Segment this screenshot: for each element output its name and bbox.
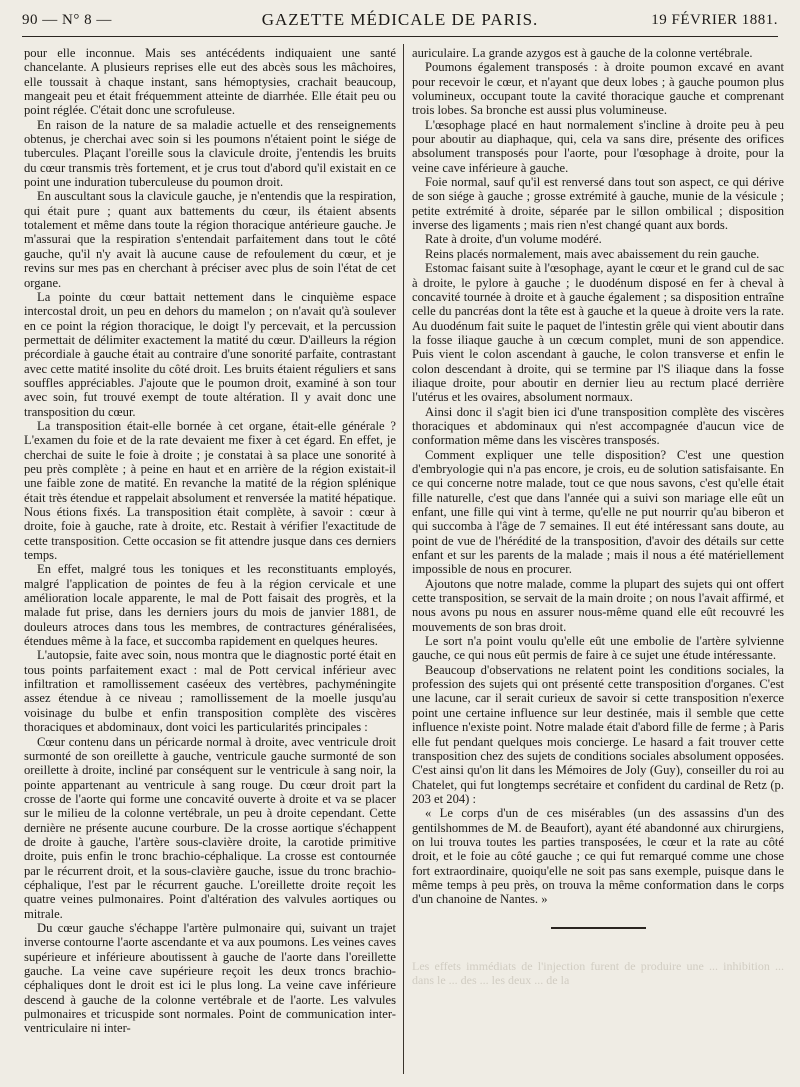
left-column [24,46,396,1076]
paragraph: L'autopsie, faite avec soin, nous montra que le diagnostic porté était en tous points parfaitement exact : mal de Pott cervical inférieur avec infiltration et ramollissement caséeux des vertèbres, pachyméningite assez étendue à ce niveau ; ramollissement de la moelle jusqu'au voisinage du bulbe et enfin transposition complète des viscères thoraciques et abdominaux, dont voici les particularités principales : [24,648,396,735]
paragraph: pour elle inconnue. Mais ses antécédents indiquaient une santé chancelante. A plusieurs reprises elle eut des abcès sous les mâchoires, elle toussait à chaque instant, sans hémoptysies, crachait beaucoup, mangeait peu et était fréquemment atteinte de diarrhée. Elle était peu ou point réglée. C'était donc une scrofuleuse. [24,46,396,118]
paragraph: Le sort n'a point voulu qu'elle eût une embolie de l'artère sylvienne gauche, ce qui nous eût permis de faire à ce sujet une étude intéressante. [412,634,784,663]
paragraph: En auscultant sous la clavicule gauche, je n'entendis que la respiration, qui était pure ; quant aux battements du cœur, ils étaient absents totalement et même dans toute la région thoracique antérieure gauche. Je m'assurai que la respiration s'entendait parfaitement dans tout le côté gauche, qu'il n'y avait là aucune cause de refoulement du cœur, et je revins sur mes pas en cherchant à préciser avec plus de soin l'état de cet organe. [24,189,396,290]
column-divider [403,44,404,1074]
paragraph: Beaucoup d'observations ne relatent point les conditions sociales, la profession des sujets qui ont présenté cette transposition d'organes. C'est une lacune, car il serait curieux de savoir si cette transposition n'exerce point une certaine influence sur leur destinée, mais il semble que cette influence n'existe point. Notre malade était d'abord fille de ferme ; à Paris elle fut pendant quelques mois concierge. Le hasard a fait trouver cette transposition chez des sujets de conditions sociales absolument opposées. C'est ainsi qu'on lit dans les Mémoires de Joly (Guy), conseiller du roi au Chatelet, qui fut longtemps secrétaire et confident du cardinal de Retz (p. 203 et 204) : [412,662,784,806]
paragraph: Comment expliquer une telle disposition? C'est une question d'embryologie qui n'a pas encore, je crois, eu de solution satisfaisante. En ce qui concerne notre malade, tout ce que nous savons, c'est qu'elle était fille naturelle, c'est que dans l'année qui a suivi son mariage elle eût un enfant, une fille qui vint à terme, qu'elle ne put nourrir qu'au biberon et qui succomba à l'âge de 7 semaines. Il eut été intéressant sans doute, au point de vue de l'hérédité de la transposition, d'avoir des détails sur cette enfant et sur les parents de la malade ; mais il nous a été matériellement impossible de nous en procurer. [412,447,784,577]
quotation: « Le corps d'un de ces misérables (un des assassins d'un des gentilshommes de M. de Beaufort), ayant été abandonné aux chirurgiens, on lui trouva toutes les parties transposées, le cœur et la rate au côté droit, et le foie au côté gauche ; ce qui fut remarqué comme une chose fort extraordinaire, quoiqu'elle ne soit pas sans exemple, puisque dans le même temps à peu près, on trouva la même conformation dans le corps d'un chanoine de Nantes. » [412,806,784,907]
paragraph: Foie normal, sauf qu'il est renversé dans tout son aspect, ce qui dérive de son siége à gauche ; grosse extrémité à gauche, munie de la vésicule ; petite extrémité à droite, séparée par le sillon ombilical ; disposition inverse des ligaments ; mais rien n'est changé quant aux bords. [412,175,784,233]
paragraph: Ajoutons que notre malade, comme la plupart des sujets qui ont offert cette transposition, se servait de la main droite ; on nous l'avait affirmé, et nous avons pu nous en assurer nous-même quand elle eût recouvré les mouvements de son bras droit. [412,576,784,634]
paragraph: Cœur contenu dans un péricarde normal à droite, avec ventricule droit surmonté de son oreillette à gauche, ventricule gauche surmonté de son oreillette à droite, incliné par conséquent sur le ventricule à sang noir, la pointe appartenant au ventricule à sang rouge. Du cœur droit part la crosse de l'aorte qui forme une concavité ouverte à droite et va se placer sur le milieu de la colonne vertébrale, un peu à droite cependant. Cette dernière ne présente aucune courbure. De la crosse aortique s'échappent de droite à gauche, l'artère sous-clavière droite, la carotide primitive droite, puis enfin le tronc brachio-céphalique. La crosse est contournée par le récurrent droit, et la sous-clavière gauche, issue du tronc brachio-céphalique, l'est par le récurrent gauche. L'oreillette droite reçoit les quatre veines pulmonaires. Point d'altération des valvules aortiques ou mitrale. [24,734,396,921]
paragraph: Du cœur gauche s'échappe l'artère pulmonaire qui, suivant un trajet inverse contourne l'aorte ascendante et va aux poumons. Les veines caves supérieure et inférieure aboutissent à gauche de l'aorte dans l'oreillette gauche. La veine cave supérieure reçoit les deux troncs brachio-céphaliques dont le droit est ici le plus long. La veine cave inférieure descend à gauche de la colonne vertébrale et de l'aorte. Les valvules pulmonaires et tricuspide sont normales. Point de communication inter-ventriculaire ni inter- [24,920,396,1036]
bleed-through-text: Les effets immédiats de l'injection furent de produire une ... inhibition ... dans le ... des ... les deux ... de la [412,958,784,987]
journal-title: GAZETTE MÉDICALE DE PARIS. [261,10,539,29]
paragraph: Rate à droite, d'un volume modéré. [425,232,602,247]
header-rule [22,36,778,37]
issue-date: 19 FÉVRIER 1881. [651,12,778,28]
page-number: 90 — N° 8 — [22,12,112,28]
paragraph: En raison de la nature de sa maladie actuelle et des renseignements obtenus, je cherchai avec soin si les poumons n'étaient point le siége de tubercules. Plaçant l'oreille sous la clavicule droite, j'entendis les bruits du cœur transmis très fortement, et je crus tout d'abord qu'il existait en ce point une induration tuberculeuse du poumon droit. [24,117,396,190]
paragraph: Poumons également transposés : à droite poumon excavé en avant pour recevoir le cœur, et n'ayant que deux lobes ; à gauche poumon plus volumineux, occupant toute la cavité thoracique gauche et comprenant trois lobes. Sa bronche est aussi plus volumineuse. [412,60,784,118]
paragraph: Estomac faisant suite à l'œsophage, ayant le cœur et le grand cul de sac à droite, le pylore à gauche ; le duodénum disposé en fer à cheval à concavité tournée à droite et à gauche également ; sa disposition entraîne celle du pancréas dont la tête est à gauche et la queue à droite vers la rate. Au duodénum fait suite le paquet de l'intestin grêle qui vient aboutir dans la fosse iliaque gauche à un cœcum complet, muni de son appendice. Puis vient le colon ascendant à gauche, le colon transverse et enfin le colon descendant à droite, qui se termine par l'S iliaque dans la fosse iliaque droite, pour aboutir en dernier lieu au rectum placé derrière l'utérus et les ovaires, absolument normaux. [412,261,784,405]
paragraph: L'œsophage placé en haut normalement s'incline à droite peu à peu pour aboutir au diaphaque, qui, cela va sans dire, présente des orifices absolument transposés pour l'aorte, pour l'œsophage à droite, pour la veine cave inférieure à gauche. [412,117,784,175]
paragraph: La transposition était-elle bornée à cet organe, était-elle générale ? L'examen du foie et de la rate devaient me fixer à cet égard. En effet, je cherchai de suite le foie à droite ; je constatai à sa place une sonorité à peu près complète ; à peine en haut et en arrière de la région existait-il une faible zone de matité. En revanche la matité de la région splénique était très étendue et rappelait absolument et renversée la matité hépatique. Nous étions fixés. La transposition était complète, à savoir : cœur à droite, foie à gauche, rate à droite, etc. Restait à vérifier l'exactitude de cette transposition. Cette occasion se fit attendre jusque dans ces derniers temps. [24,418,396,563]
running-header [22,8,778,34]
paragraph: auriculaire. La grande azygos est à gauche de la colonne vertébrale. [412,46,753,60]
right-column [412,46,784,1076]
paragraph: Ainsi donc il s'agit bien ici d'une transposition complète des viscères thoraciques et abdominaux qui n'est accompagnée d'aucun vice de conformation même dans les viscères transposés. [412,404,784,448]
paragraph: Reins placés normalement, mais avec abaissement du rein gauche. [425,246,760,261]
article-end-rule [551,927,646,929]
paragraph: En effet, malgré tous les toniques et les reconstituants employés, malgré l'application de pointes de feu à la région cervicale et une amélioration locale apparente, le mal de Pott faisait des progrès, et la malade fut prise, dans les derniers jours du mois de janvier 1881, de douleurs atroces dans tous les membres, de contractures généralisées, étendues même à la face, et succomba rapidement en quelques heures. [24,562,396,649]
paragraph: La pointe du cœur battait nettement dans le cinquième espace intercostal droit, un peu en dehors du mamelon ; on n'avait qu'à soulever en ce point la région thoracique, le doigt l'y percevait, et la percussion permettait de délimiter exactement la matité du cœur. D'ailleurs la région précordiale à gauche était au contraire d'une sonorité parfaite, contrastant avec cette matité insolite du côté droit. Les bruits étaient réguliers et sans souffles appréciables. J'ajoute que le poumon droit, examiné à son tour avec soin, fut trouvé exempt de toute altération. Il y avait donc une transposition du cœur. [24,289,396,419]
